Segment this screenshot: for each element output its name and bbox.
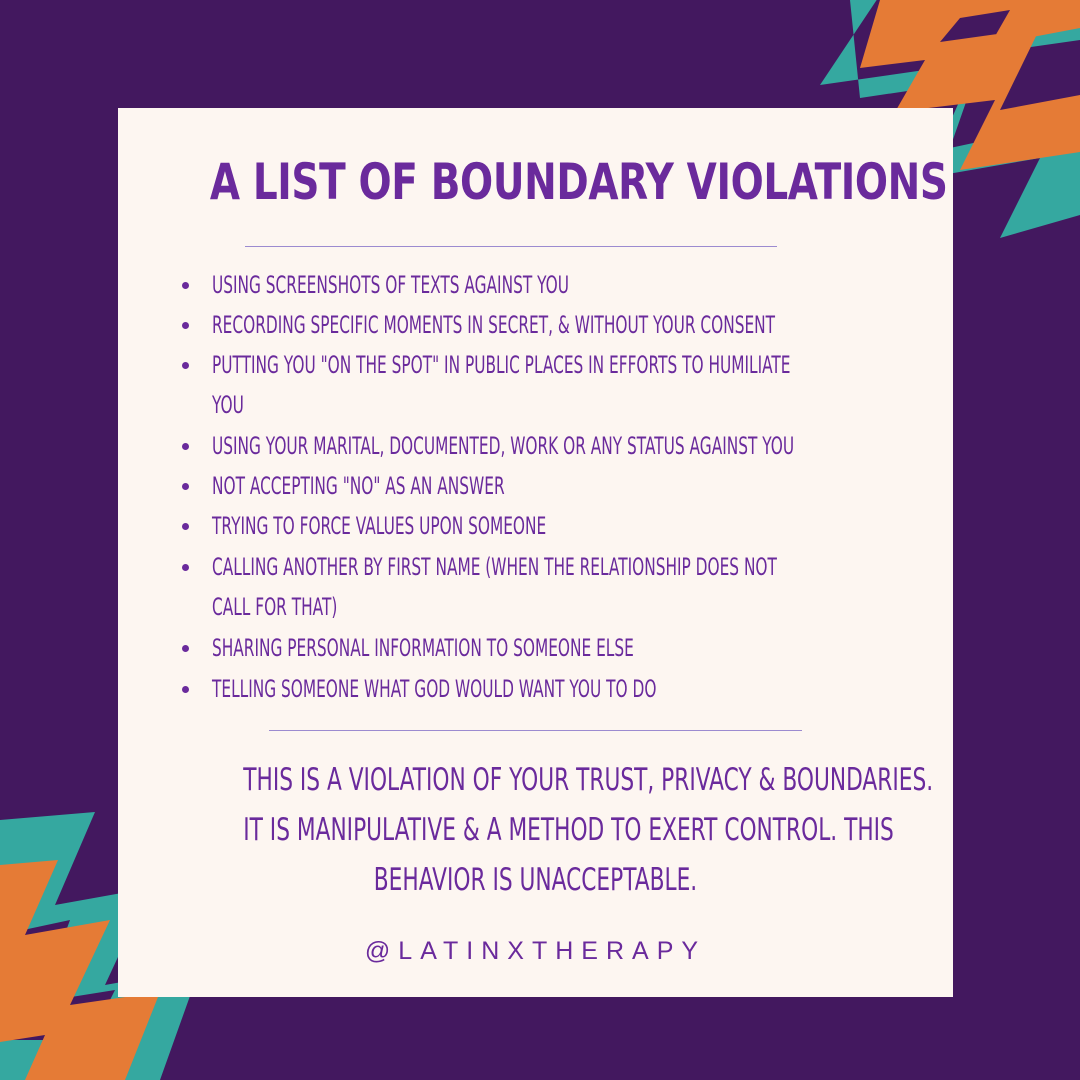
content-card [118, 108, 953, 997]
statement-line: THIS IS A VIOLATION OF YOUR TRUST, PRIVACY & BOUNDARIES. [243, 762, 934, 798]
bullet-icon [182, 523, 189, 530]
bullet-icon [182, 686, 189, 693]
list-item-text: TELLING SOMEONE WHAT GOD WOULD WANT YOU TO DO [212, 675, 657, 703]
list-item-text: CALLING ANOTHER BY FIRST NAME (WHEN THE RELATIONSHIP DOES NOT [212, 553, 777, 581]
closing-statement [118, 755, 953, 905]
bullet-icon [182, 362, 189, 369]
statement-line: IT IS MANIPULATIVE & A METHOD TO EXERT CONTROL. THIS [243, 812, 894, 848]
bullet-icon [182, 443, 189, 450]
bullet-icon [182, 645, 189, 652]
list-item-text: TRYING TO FORCE VALUES UPON SOMEONE [212, 512, 547, 540]
list-item-text: NOT ACCEPTING "NO" AS AN ANSWER [212, 472, 505, 500]
bullet-icon [182, 282, 189, 289]
bullet-icon [182, 564, 189, 571]
list-item-text: USING YOUR MARITAL, DOCUMENTED, WORK OR ANY STATUS AGAINST YOU [212, 432, 795, 460]
list-item-text: PUTTING YOU "ON THE SPOT" IN PUBLIC PLACES IN EFFORTS TO HUMILIATE [212, 351, 791, 379]
list-item-text-continued: CALL FOR THAT) [212, 593, 338, 621]
statement-line: BEHAVIOR IS UNACCEPTABLE. [373, 862, 698, 898]
bullet-icon [182, 322, 189, 329]
page-title: A LIST OF BOUNDARY VIOLATIONS [209, 153, 948, 211]
social-handle: @LATINXTHERAPY [364, 937, 707, 965]
bullet-icon [182, 483, 189, 490]
list-item-text-continued: YOU [212, 391, 244, 419]
list-item-text: USING SCREENSHOTS OF TEXTS AGAINST YOU [212, 271, 569, 299]
list-item-text: SHARING PERSONAL INFORMATION TO SOMEONE ELSE [212, 634, 634, 662]
top-divider [245, 246, 777, 247]
bottom-divider [269, 730, 802, 731]
list-item-text: RECORDING SPECIFIC MOMENTS IN SECRET, & WITHOUT YOUR CONSENT [212, 311, 776, 339]
